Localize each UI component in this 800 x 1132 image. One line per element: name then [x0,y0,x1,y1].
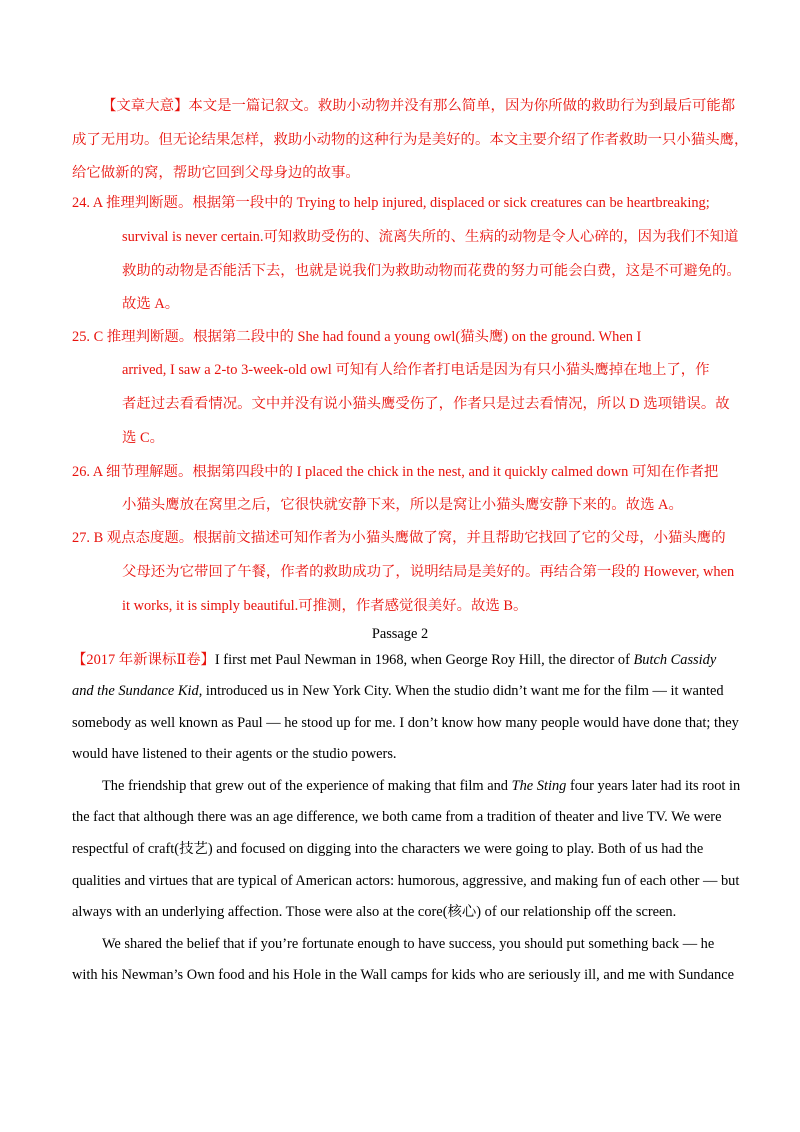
film-title: and the Sundance Kid [72,683,199,699]
answer-24-line: 救助的动物是否能活下去，也就是说我们为救助动物而花费的努力可能会白费，这是不可避免的。 [122,263,741,279]
para1-text: , introduced us in New York City. When the studio didn’t want me for the film — it wanted [198,683,724,699]
para3-line: with his Newman’s Own food and his Hole in the Wall camps for kids who are seriously ill, and me with Sundance [72,967,735,983]
para1-line: somebody as well known as Paul — he stood up for me. I don’t know how many people would have done that; they [72,715,739,731]
answer-24-line: 故选 A。 [122,296,180,312]
para2-line: always with an underlying affection. Those were also at the core(核心) of our relationship off the screen. [72,904,677,920]
film-title: Butch Cassidy [633,652,717,668]
answer-26-line: 26. A 细节理解题。根据第四段中的 I placed the chick in the nest, and it quickly calmed down 可知在作者把 [72,464,719,480]
answer-27-line: 父母还为它带回了午餐，作者的救助成功了，说明结局是美好的。再结合第一段的 However, when [122,564,735,580]
answer-25-line: arrived, I saw a 2-to 3-week-old owl 可知有人给作者打电话是因为有只小猫头鹰掉在地上了，作 [122,362,710,378]
para1-line [72,650,716,670]
source-tag: 【2017 年新课标Ⅱ卷】 [72,652,215,668]
answer-24-line: 24. A 推理判断题。根据第一段中的 Trying to help injured, displaced or sick creatures can be heartbreaking; [72,195,710,211]
para2-text: four years later had its root in [566,778,741,794]
para2-text: The friendship that grew out of the experience of making that film and [102,778,512,794]
para2-line: respectful of craft(技艺) and focused on digging into the characters we were going to play. Both of us had the [72,841,704,857]
para1-text: I first met Paul Newman in 1968, when George Roy Hill, the director of [214,652,634,668]
answer-25-line: 者赶过去看看情况。文中并没有说小猫头鹰受伤了，作者只是过去看情况，所以 D 选项错误。故 [122,396,730,412]
summary-line: 【文章大意】本文是一篇记叙文。救助小动物并没有那么简单，因为你所做的救助行为到最后可能都 [102,98,736,114]
passage-title: Passage 2 [371,626,429,642]
para1-line: would have listened to their agents or the studio powers. [72,746,397,762]
answer-26-line: 小猫头鹰放在窝里之后，它很快就安静下来，所以是窝让小猫头鹰安静下来的。故选 A。 [122,497,683,513]
answer-27-line: 27. B 观点态度题。根据前文描述可知作者为小猫头鹰做了窝，并且帮助它找回了它的父母，小猫头鹰的 [72,530,726,546]
para3-line: We shared the belief that if you’re fortunate enough to have success, you should put something back — he [102,936,715,952]
para2-line: the fact that although there was an age difference, we both came from a tradition of theater and live TV. We were [72,809,722,825]
answer-25-line: 选 C。 [122,430,164,446]
answer-25-line: 25. C 推理判断题。根据第二段中的 She had found a young owl(猫头鹰) on the ground. When I [72,329,642,345]
answer-27-line: it works, it is simply beautiful.可推测，作者感觉很美好。故选 B。 [122,598,528,614]
para2-line: qualities and virtues that are typical of American actors: humorous, aggressive, and making fun of each other — but [72,873,740,889]
answer-24-line: survival is never certain.可知救助受伤的、流离失所的、生病的动物是令人心碎的，因为我们不知道 [122,229,739,245]
para1-line [72,681,724,701]
summary-line: 给它做新的窝，帮助它回到父母身边的故事。 [72,165,360,181]
summary-line: 成了无用功。但无论结果怎样，救助小动物的这种行为是美好的。本文主要介绍了作者救助一只小猫头鹰， [72,132,749,148]
film-title: The Sting [511,778,567,794]
para2-line [102,776,740,796]
